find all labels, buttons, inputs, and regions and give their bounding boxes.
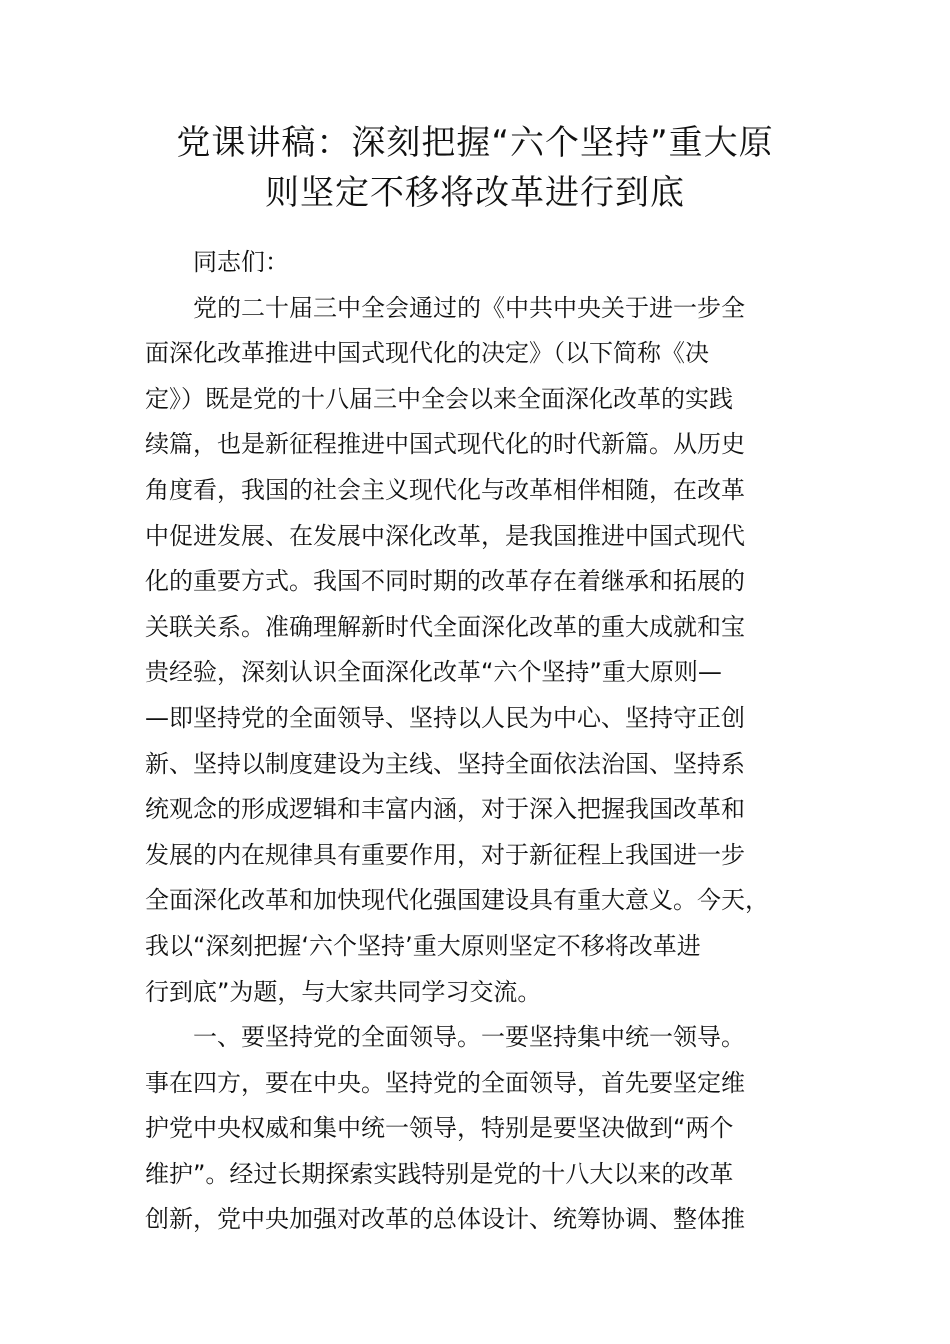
paragraph-1-line-6: 中促进发展、在发展中深化改革，是我国推进中国式现代 [145,521,745,550]
title-line-2: 则坚定不移将改革进行到底 [265,173,685,213]
paragraph-1-line-3: 定》）既是党的十八届三中全会以来全面深化改革的实践 [145,384,733,413]
salutation: 同志们： [193,248,289,276]
paragraph-1-line-14: 全面深化改革和加快现代化强国建设具有重大意义。今天， [145,886,769,915]
paragraph-1-line-7: 化的重要方式。我国不同时期的改革存在着继承和拓展的 [145,567,745,596]
paragraph-1-line-4: 续篇，也是新征程推进中国式现代化的时代新篇。从历史 [145,430,745,459]
paragraph-1-line-9: 贵经验，深刻认识全面深化改革“六个坚持”重大原则— [145,658,722,687]
document-body [145,240,805,1243]
paragraph-1-line-16: 行到底”为题，与大家共同学习交流。 [145,977,542,1006]
paragraph-1-line-13: 发展的内在规律具有重要作用，对于新征程上我国进一步 [145,840,745,869]
paragraph-1-line-5: 角度看，我国的社会主义现代化与改革相伴相随，在改革 [145,475,745,504]
paragraph-2-line-4: 维护”。经过长期探索实践特别是党的十八大以来的改革 [145,1159,734,1188]
paragraph-1-line-11: 新、坚持以制度建设为主线、坚持全面依法治国、坚持系 [145,749,745,778]
paragraph-1-line-8: 关联关系。准确理解新时代全面深化改革的重大成就和宝 [145,612,745,641]
paragraph-1-line-2: 面深化改革推进中国式现代化的决定》（以下简称《决 [145,339,709,368]
paragraph-2-line-2: 事在四方，要在中央。坚持党的全面领导，首先要坚定维 [145,1068,745,1097]
paragraph-1-line-1: 党的二十届三中全会通过的《中共中央关于进一步全 [193,293,745,322]
paragraph-1-line-12: 统观念的形成逻辑和丰富内涵，对于深入把握我国改革和 [145,795,745,824]
paragraph-1-line-15: 我以“深刻把握‘六个坚持’重大原则坚定不移将改革进 [145,931,701,960]
title-line-1: 党课讲稿：深刻把握“六个坚持”重大原 [176,123,774,163]
paragraph-2-line-5: 创新，党中央加强对改革的总体设计、统筹协调、整体推 [145,1205,745,1234]
paragraph-2-line-3: 护党中央权威和集中统一领导，特别是要坚决做到“两个 [145,1114,734,1143]
paragraph-2-line-1: 一、要坚持党的全面领导。一要坚持集中统一领导。 [193,1023,745,1052]
document-title [120,118,830,218]
paragraph-1-line-10: —即坚持党的全面领导、坚持以人民为中心、坚持守正创 [145,703,745,732]
